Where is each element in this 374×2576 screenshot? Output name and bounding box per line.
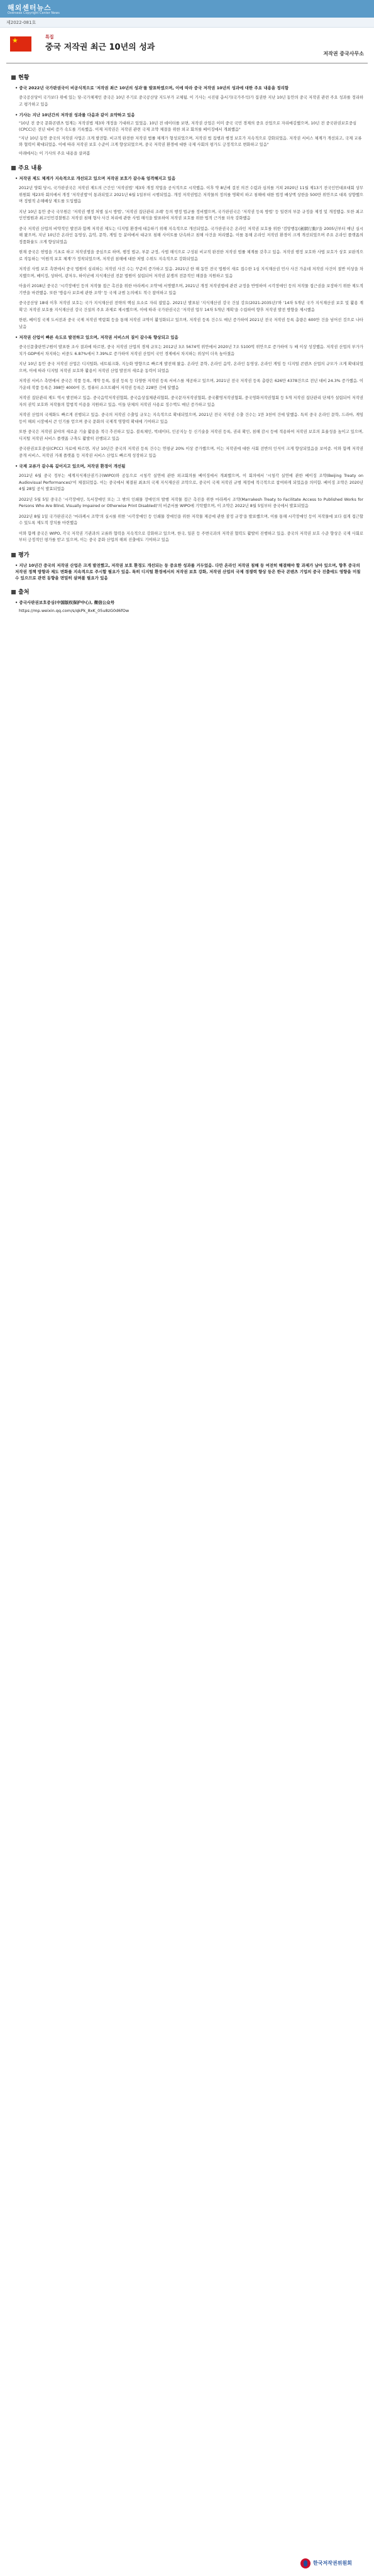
bullet-point [15,463,363,469]
bullet-point [15,175,363,182]
paragraph: 지난 10년 동안 중국 국무원은 '저작권 행정 처벌 실시 방법', '저작권 집단관리 조례' 등의 행정 법규를 정비했으며, 국가판권국은 '저작권 등록 방법' 등 일련의 부문 규정을 제정 및 개정했음. 또한 최고인민법원과 최고인민검찰원은 저작권 침해 형사 사건 처리에 관한 사법 해석을 발표하여 저작권 보호를 위한 법적 근거를 더욱 강화했음 [19,209,363,221]
paragraph: 저작권 산업의 국제화도 빠르게 진행되고 있음. 중국의 저작권 수출입 규모는 지속적으로 확대되었으며, 2021년 전국 저작권 수출 건수는 1만 3천여 건에 달했음. 특히 중국 온라인 문학, 드라마, 게임 등이 해외 시장에서 큰 인기를 얻으며 중국 문화의 국제적 영향력 확대에 기여하고 있음 [19,413,363,424]
bullet-text: 국제 교류가 갈수록 깊어지고 있으며, 저작권 환경이 개선됨 [19,464,126,469]
paragraph: 현재 중국은 헌법을 기초로 하고 저작권법을 중심으로 하며, 행정 법규, 부문 규정, 사법 해석으로 구성된 비교적 완전한 저작권 법률 체계를 갖추고 있음. 저작권 행정 보호와 사법 보호가 상호 보완적으로 작동하는 '이원적 보호 체계'가 정착되었으며, 저작권 침해에 대한 처벌 수위도 지속적으로 강화되었음 [19,250,363,261]
publisher-logo-text: 한국저작권위원회 [313,2560,352,2566]
bullet-point [15,112,363,118]
paragraph: 이와 함께 중국은 WIPO, 각국 저작권 기관과의 교류와 협력을 지속적으로 강화하고 있으며, 한국, 일본 등 주변국과의 저작권 협력도 활발히 진행하고 있음. 중국의 저작권 보호 수준 향상은 국제 사회로부터 긍정적인 평가를 받고 있으며, 이는 중국 문화 산업의 해외 진출에도 기여하고 있음 [19,531,363,542]
publisher-logo-icon [300,2558,311,2568]
section-heading-text: 현황 [18,75,30,81]
newsletter-header [0,0,374,18]
section-marker-icon [11,590,16,594]
publisher-logo [300,2557,370,2570]
paragraph: 중국 저작권 산업의 비약적인 발전과 함께 저작권 제도는 디지털 환경에 대응하기 위해 지속적으로 개선되었음. 국가판권국은 온라인 저작권 보호를 위한 '검망행동(劍網行動)'을 2005년부터 매년 실시해 왔으며, 지난 10년간 온라인 동영상, 음악, 문학, 게임 등 분야에서 대규모 침해 사이트를 단속하고 침해 사건을 처리했음. 이를 통해 온라인 저작권 환경이 크게 개선되었으며 주요 온라인 플랫폼의 정품화율도 크게 향상되었음 [19,226,363,244]
quote-paragraph: "10년 전 중국 문화콘텐츠 업계는 저작권법 제3차 개정을 기대하고 있었음. 10년 전 데이터를 보면, 저작권 산업은 이미 중국 국민 경제의 중요 산업으로 자리매김했으며, 10년 전 중국판권보호중심(CPCC)은 전년 대비 증가 속도를 기록했음. 이제 저작권은 저작권 관련 국제 조약 체결을 위한 외교 회의를 베이징에서 개최했음" [19,121,357,132]
paragraph: 2012년 양회 당시, 국가판권국은 저작권 제도의 근간인 '저작권법' 제3차 개정 작업을 공식적으로 시작했음. 이후 약 8년에 걸친 의견 수렴과 심의를 거쳐 2020년 11월 제13기 전국인민대표대회 상무위원회 제23차 회의에서 개정 '저작권법'이 통과되었고 2021년 6월 1일부터 시행되었음. 개정 저작권법은 저작물의 정의를 명확히 하고 침해에 대한 법정 배상액 상한을 500만 위안으로 대폭 상향했으며 징벌적 손해배상 제도를 도입했음 [19,186,363,204]
title-tag: 특집 [45,35,54,40]
section-marker-icon [11,553,16,557]
paragraph: 2022년 8월 1일 국가판권국은 '마라케시 조약'의 실시를 위한 '시각장애인 등 인쇄물 장애인을 위한 저작물 제공에 관한 잠정 규정'을 발표했으며, 이를 통해 시각장애인 등이 저작물에 보다 쉽게 접근할 수 있도록 제도적 장치를 마련했음 [19,514,363,525]
paragraph: 저작권 집단관리 제도 역시 발전하고 있음. 중국음악저작권협회, 중국음상집체관리협회, 중국문자저작권협회, 중국촬영저작권협회, 중국영화저작권협회 등 5개 저작권 집단관리 단체가 설립되어 저작권자의 권익 보호와 저작물의 합법적 이용을 지원하고 있음. 이들 단체의 저작권 사용료 징수액도 매년 증가하고 있음 [19,396,363,407]
author-label: 저작권 중국사무소 [323,51,364,57]
source-link[interactable]: https://mp.weixin.qq.com/s/qkPk_8xK_05u8zG0d6fOw [19,608,129,613]
newsletter-brand: 해외센터뉴스 [8,4,52,12]
paragraph: 또한 중국은 저작권 분야의 새로운 기술 활용을 적극 추진하고 있음. 블록체인, 빅데이터, 인공지능 등 신기술을 저작권 등록, 권리 확인, 침해 감시 등에 적용하여 저작권 보호의 효율성을 높이고 있으며, 디지털 저작권 서비스 플랫폼 구축도 활발히 진행되고 있음 [19,430,363,441]
bullet-text: 중국사판권보호중심(中国版权保护中心), 微信公众号 [19,599,115,605]
section-heading [11,73,363,81]
title-block [6,33,368,60]
bullet-text: 기사는 지난 10년간의 저작권 성과를 다음과 같이 요약하고 있음 [19,112,135,117]
bullet-dot-icon: • [15,176,19,181]
article-body [11,67,363,616]
quote-paragraph: 아래에서는 이 기사의 주요 내용을 살펴봄 [19,151,91,156]
bullet-text: 지난 10년간 중국의 저작권 산업은 크게 발전했고, 저작권 보호 환경도 개선되는 등 중요한 성과를 거두었음. 다만 온라인 저작권 침해 등 여전히 해결해야 할 과제가 남아 있으며, 향후 중국의 저작권 정책 방향과 제도 변화를 지속적으로 주시할 필요가 있음. 특히 디지털 환경에서의 저작권 보호 강화, 저작권 산업의 국제 경쟁력 향상 등은 한국 콘텐츠 기업의 중국 진출에도 영향을 미칠 수 있으므로 관련 동향을 면밀히 살펴볼 필요가 있음 [15,562,361,581]
page-title: 중국 저작권 최근 10년의 성과 [45,43,155,52]
bullet-dot-icon: • [15,599,19,605]
bullet-point [15,334,363,341]
section-heading-text: 출처 [18,589,30,596]
bullet-point [15,562,363,581]
newsletter-brand-subtitle: Overseas Copyright Center News [8,11,60,15]
section-heading [11,163,363,172]
quote-paragraph: "지난 10년 동안 중국의 저작권 사업은 크게 발전함. 비교적 완전한 저작권 법률 체계가 형성되었으며, 저작권 법 집행과 행정 보호가 지속적으로 강화되었음. 저작권 서비스 체계가 개선되고, 국제 교류와 협력이 확대되었음. 이에 따라 저작권 보호 수준이 크게 향상되었으며, 중국 저작권 환경에 대한 국제 사회의 평가도 긍정적으로 변화하고 있음" [19,136,362,147]
bullet-text: 저작권 제도 체계가 지속적으로 개선되고 있으며 저작권 보호가 갈수록 엄격해지고 있음 [19,176,176,181]
paragraph: 중국판권보호중심(CPCC) 자료에 따르면, 지난 10년간 중국의 저작권 등록 건수는 연평균 20% 이상 증가했으며, 이는 저작권에 대한 사회 전반의 인식이 크게 향상되었음을 보여줌. 이와 함께 저작권 중개 서비스, 저작권 거래 플랫폼 등 저작권 서비스 산업도 빠르게 성장하고 있음 [19,447,363,458]
paragraph: 저작권 서비스 측면에서 중국은 작품 등록, 계약 등록, 질권 등록 등 다양한 저작권 등록 서비스를 제공하고 있으며, 2021년 전국 저작권 등록 총량은 626만 4378건으로 전년 대비 24.3% 증가했음. 이 가운데 작품 등록은 398만 4000여 건, 컴퓨터 소프트웨어 저작권 등록은 228만 건에 달했음 [19,379,363,390]
bullet-point [15,85,363,91]
section-heading-text: 주요 내용 [18,165,42,172]
bullet-text: 중국 2022년 국가판권국이 비공식적으로 '저작권 최근 10년의 성과'를 발표하였으며, 이에 따라 중국 저작권 10년의 성과에 대한 주요 내용을 정리함 [19,85,289,90]
bullet-dot-icon: • [15,562,19,568]
paragraph: 한편, 베이징 국제 도서전과 중국 국제 저작권 박람회 등을 통해 저작권 교역이 활성화되고 있으며, 저작권 등록 건수도 매년 증가하여 2021년 전국 저작권 등록 총량은 600만 건을 넘어선 것으로 나타났음 [19,318,363,329]
paragraph: 중국신문출판연구원이 발표한 조사 결과에 따르면, 중국 저작권 산업의 경제 규모는 2012년 3조 5674억 위안에서 2020년 7조 5100억 위안으로 증가하여 두 배 이상 성장했음. 저작권 산업의 부가가치가 GDP에서 차지하는 비중도 6.87%에서 7.39%로 증가하여 저작권 산업이 국민 경제에서 차지하는 위상이 더욱 높아졌음 [19,345,363,356]
bullet-point [15,599,363,606]
china-flag-icon: ★ [10,36,31,52]
bullet-text: 저작권 산업이 빠른 속도로 발전하고 있으며, 저작권 서비스의 질이 갈수록 향상되고 있음 [19,335,179,340]
bullet-dot-icon: • [15,85,19,90]
paragraph: 아울러 2018년 중국은 '시각장애인 등의 저작물 접근 촉진을 위한 마라케시 조약'에 서명했으며, 2021년 개정 저작권법에 관련 규정을 반영하여 시각장애인 등의 저작물 접근권을 보장하기 위한 제도적 기반을 마련했음. 또한 '방송사 보호에 관한 조약' 등 국제 규범 논의에도 적극 참여하고 있음 [19,284,363,295]
section-heading-text: 평가 [18,552,30,559]
section-marker-icon [11,166,16,170]
paragraph: 저작권 사법 보호 측면에서 중국 법원이 심리하는 저작권 사건 수는 꾸준히 증가하고 있음. 2021년 한 해 동안 전국 법원이 새로 접수한 1심 지식재산권 민사 사건 가운데 저작권 사건이 절반 이상을 차지했으며, 베이징, 상하이, 광저우, 하이난에 지식재산권 전문 법원이 설립되어 저작권 분쟁의 전문적인 해결을 지원하고 있음 [19,267,363,278]
bullet-dot-icon: • [15,335,19,340]
paragraph: 중국공산당 18대 이후 저작권 보호는 국가 지식재산권 전략의 핵심 요소로 자리 잡았음. 2021년 발표된 '지식재산권 강국 건설 강요(2021-2035년)'와 '14차 5개년 국가 지식재산권 보호 및 활용 계획'은 저작권 보호를 지식재산권 강국 건설의 주요 과제로 제시했으며, 이에 따라 국가판권국은 '저작권 업무 14차 5개년 계획'을 수립하여 향후 저작권 발전 방향을 제시했음 [19,301,363,312]
paragraph: 2012년 6월 중국 정부는 세계지식재산권기구(WIPO)와 공동으로 시청각 실연에 관한 외교회의를 베이징에서 개최했으며, 이 회의에서 '시청각 실연에 관한 베이징 조약(Beijing Treaty on Audiovisual Performances)'이 체결되었음. 이는 중국에서 체결된 최초의 국제 지식재산권 조약으로, 중국이 국제 저작권 규범 제정에 적극적으로 참여하게 되었음을 의미함. 베이징 조약은 2020년 4월 28일 공식 발효되었음 [19,474,363,491]
paragraph: 2022년 5월 5일 중국은 '시각장애인, 독서장애인 또는 그 밖의 인쇄물 장애인의 발행 저작물 접근 촉진을 위한 마라케시 조약(Marrakesh Treaty to Facilitate Access to Published Works for Persons Who Are Blind, Visually Impaired or Otherwise Print Disabled)'의 비준서를 WIPO에 기탁했으며, 이 조약은 2022년 8월 5일부터 중국에서 발효되었음 [19,497,363,508]
bullet-dot-icon: • [15,464,19,469]
section-heading [11,587,363,596]
issue-number: 제2022-081호 [6,20,36,25]
section-marker-icon [11,75,16,80]
bullet-dot-icon: • [15,112,19,117]
paragraph: 중국공산당이 국가보다 위에 있는 당-국가체제인 중국은 10년 주기로 중국공산당 지도부가 교체됨. 이 기사는 시진핑 총서기(국가주석)가 집권한 지난 10년 동안의 중국 저작권 관련 주요 성과를 정리하고 평가하고 있음 [19,96,363,107]
section-heading [11,550,363,559]
issue-strip [0,18,374,28]
paragraph: 지난 10년 동안 중국 저작권 산업은 디지털화, 네트워크화, 지능화 방향으로 빠르게 발전해 왔음. 온라인 문학, 온라인 음악, 온라인 동영상, 온라인 게임 등 디지털 콘텐츠 산업의 규모가 크게 확대되었으며, 이에 따라 디지털 저작권 보호와 활용이 저작권 산업 발전의 새로운 동력이 되었음 [19,362,363,373]
